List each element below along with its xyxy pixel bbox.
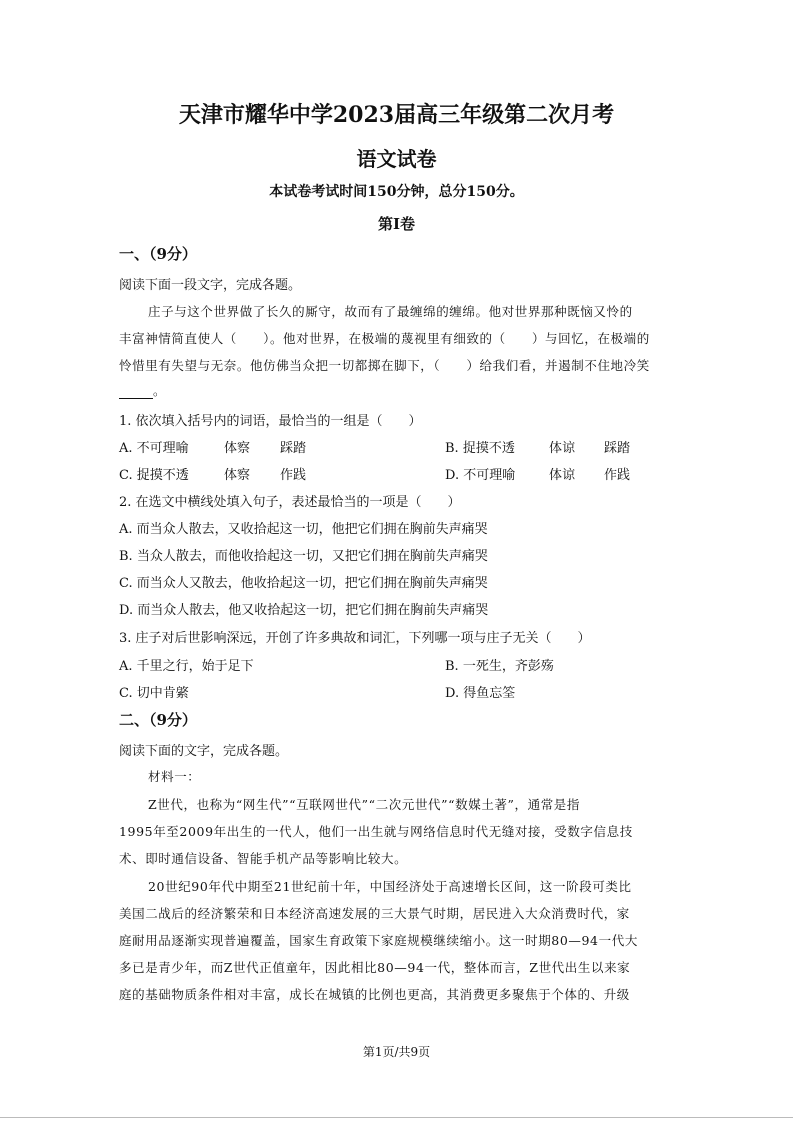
page-number: 第1页/共9页 [362, 1045, 431, 1059]
fill-blank [119, 384, 153, 399]
q3-option-b[interactable]: B. 一死生，齐彭殇 [445, 659, 554, 674]
passage-end-mark: 。 [153, 383, 166, 398]
q3-option-d[interactable]: D. 得鱼忘筌 [445, 686, 516, 701]
paragraph-line: 1995年至2009年出生的一代人，他们一出生就与网络信息时代无缝对接，受数字信息技 [119, 824, 633, 839]
option-word: C. 捉摸不透 [119, 468, 189, 483]
q1-option-c[interactable] [119, 464, 307, 483]
exam-title: 天津市耀华中学2023届高三年级第二次月考 [178, 102, 615, 128]
q2-option-d[interactable]: D. 而当众人散去，他又收拾起这一切，把它们拥在胸前失声痛哭 [119, 603, 489, 618]
q2-option-a[interactable]: A. 而当众人散去，又收拾起这一切，他把它们拥在胸前失声痛哭 [119, 522, 488, 537]
passage-line: 丰富神情简直使人（ ）。他对世界，在极端的蔑视里有细致的（ ）与回忆，在极端的 [119, 331, 650, 346]
exam-subject: 语文试卷 [356, 147, 437, 171]
paragraph-line: 多已是青少年，而Z世代正值童年，因此相比80—94一代，整体而言，Z世代出生以来家 [119, 960, 631, 975]
q2-option-c[interactable]: C. 而当众人又散去，他收拾起这一切，把它们拥在胸前失声痛哭 [119, 576, 488, 591]
q2-option-b[interactable]: B. 当众人散去，而他收拾起这一切，又把它们拥在胸前失声痛哭 [119, 549, 488, 564]
exam-time-note: 本试卷考试时间150分钟，总分150分。 [269, 184, 524, 200]
passage-line: 怜惜里有失望与无奈。他仿佛当众把一切都掷在脚下，（ ）给我们看，并遏制不住地冷笑 [119, 358, 650, 373]
option-word: 体察 [224, 468, 251, 483]
q1-option-a[interactable] [119, 437, 307, 456]
option-word: 踩踏 [280, 441, 307, 456]
section1-instruction: 阅读下面一段文字，完成各题。 [119, 278, 302, 293]
q3-stem: 3. 庄子对后世影响深远，开创了许多典故和词汇，下列哪一项与庄子无关（ ） [119, 631, 591, 646]
paragraph-line: 术、即时通信设备、智能手机产品等影响比较大。 [119, 851, 408, 866]
option-word: A. 不可理喻 [119, 441, 189, 456]
option-word: 作践 [604, 468, 631, 483]
option-word: 作践 [280, 468, 307, 483]
section2-instruction: 阅读下面的文字，完成各题。 [119, 744, 289, 759]
option-word: D. 不可理喻 [445, 468, 516, 483]
paragraph-line: 20世纪90年代中期至21世纪前十年，中国经济处于高速增长区间，这一阶段可类比 [148, 879, 632, 894]
q1-stem: 1. 依次填入括号内的词语，最恰当的一组是（ ） [119, 414, 422, 429]
paragraph-line: 庭耐用品逐渐实现普遍覆盖，国家生育政策下家庭规模继续缩小。这一时期80—94一代大 [119, 933, 638, 948]
passage-blank-line [119, 381, 166, 399]
q1-option-b[interactable] [445, 437, 631, 456]
option-word: 踩踏 [604, 441, 631, 456]
volume-label: 第Ⅰ卷 [377, 215, 416, 233]
option-word: 体谅 [549, 468, 576, 483]
paragraph-line: 美国二战后的经济繁荣和日本经济高速发展的三大景气时期，居民进入大众消费时代，家 [119, 906, 630, 921]
material-label: 材料一： [148, 769, 201, 784]
q3-option-c[interactable]: C. 切中肯綮 [119, 686, 189, 701]
paragraph-line: 庭的基础物质条件相对丰富，成长在城镇的比例也更高，其消费更多聚焦于个体的、升级 [119, 987, 630, 1002]
option-word: 体察 [224, 441, 251, 456]
page-bottom-divider [0, 1117, 793, 1118]
paragraph-line: Z世代，也称为“网生代”“互联网世代”“二次元世代”“数媒土著”，通常是指 [148, 797, 581, 812]
passage-line: 庄子与这个世界做了长久的厮守，故而有了最缠绵的缠绵。他对世界那种既恼又怜的 [148, 304, 633, 319]
q3-option-a[interactable]: A. 千里之行，始于足下 [119, 659, 254, 674]
option-word: 体谅 [549, 441, 576, 456]
section2-heading: 二、（9分） [119, 711, 197, 729]
q2-stem: 2. 在选文中横线处填入句子，表述最恰当的一项是（ ） [119, 495, 461, 510]
option-word: B. 捉摸不透 [445, 441, 515, 456]
section1-heading: 一、（9分） [119, 245, 197, 263]
q1-option-d[interactable] [445, 464, 631, 483]
